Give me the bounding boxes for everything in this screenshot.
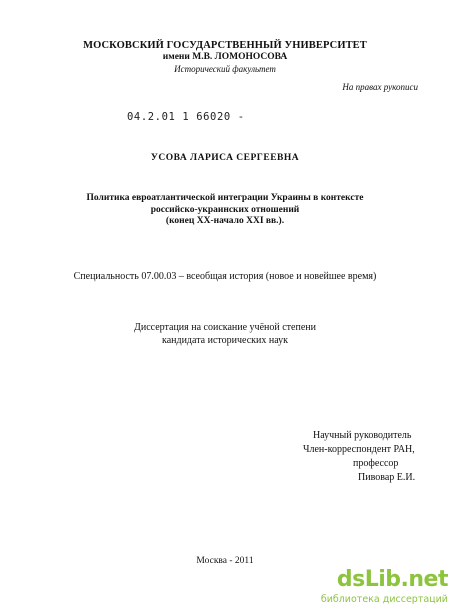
supervisor-role: Научный руководитель: [313, 430, 412, 441]
author-name: УСОВА ЛАРИСА СЕРГЕЕВНА: [150, 153, 300, 163]
logo-text: dsLib.net: [336, 567, 448, 592]
degree-line: кандидата исторических наук: [161, 335, 289, 346]
specialty: Специальность 07.00.03 – всеобщая история (новое и новейшее время): [73, 271, 377, 282]
university-name: МОСКОВСКИЙ ГОСУДАРСТВЕННЫЙ УНИВЕРСИТЕТ: [83, 40, 367, 51]
degree-statement: [0, 321, 450, 347]
supervisor-title: профессор: [353, 458, 399, 469]
logo-caption: библиотека диссертаций: [320, 594, 448, 605]
title-line: (конец XX-начало XXI вв.).: [165, 216, 285, 226]
supervisor-rank: Член-корреспондент РАН,: [303, 444, 415, 455]
supervisor-name: Пивовар Е.И.: [358, 472, 416, 483]
city-year: Москва - 2011: [196, 556, 254, 566]
supervisor-block: [303, 429, 415, 485]
university-named-after: имени М.В. ЛОМОНОСОВА: [162, 52, 288, 62]
title-line: российско-украинских отношений: [150, 204, 300, 215]
dissertation-title: [0, 193, 450, 228]
faculty-name: Исторический факультет: [174, 64, 276, 74]
stamp-number: 04.2.01 1 66020 ‑: [127, 111, 245, 123]
dslib-logo[interactable]: [320, 567, 448, 613]
manuscript-note: На правах рукописи: [342, 82, 418, 92]
degree-line: Диссертация на соискание учёной степени: [134, 322, 316, 333]
title-line: Политика евроатлантической интеграции Украины в контексте: [86, 193, 364, 203]
